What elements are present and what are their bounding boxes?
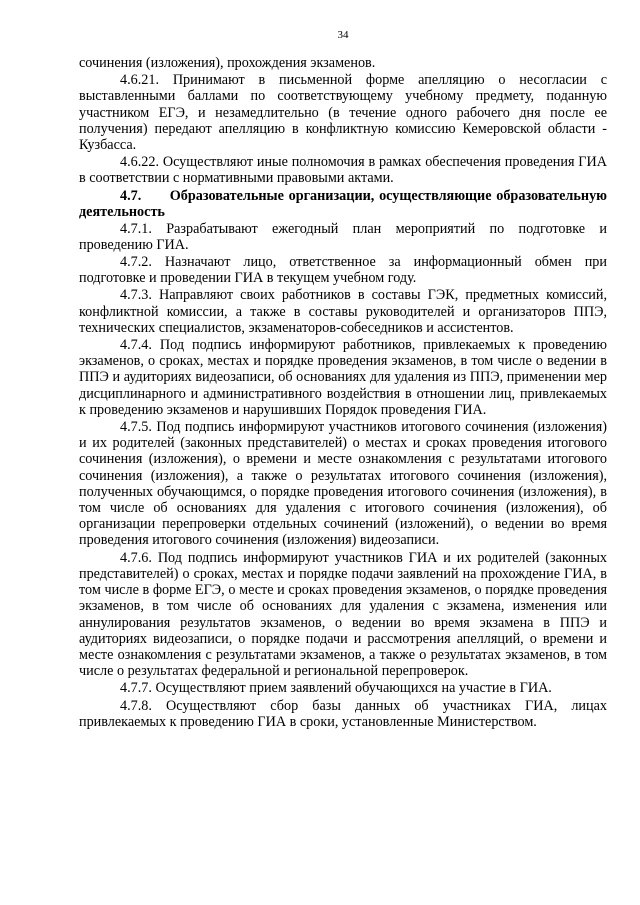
section-heading-text: Образовательные организации, осуществляющие образовательную деятельность bbox=[79, 187, 607, 220]
section-heading-number: 4.7. bbox=[120, 187, 142, 204]
paragraph-4-7-3: 4.7.3. Направляют своих работников в составы ГЭК, предметных комиссий, конфликтной комиссии, а также в составы руководителей и организаторов ППЭ, технических специалистов, экзаменаторов-собеседников и ассистентов. bbox=[79, 287, 607, 336]
paragraph-4-6-21: 4.6.21. Принимают в письменной форме апелляцию о несогласии с выставленными баллами по соответствующему учебному предмету, поданную участником ЕГЭ, и незамедлительно (в течение одного рабочего дня после ее получения) передают апелляцию в конфликтную комиссию Кемеровской области - Кузбасса. bbox=[79, 72, 607, 154]
section-heading-4-7 bbox=[79, 188, 607, 220]
paragraph-4-6-22: 4.6.22. Осуществляют иные полномочия в рамках обеспечения проведения ГИА в соответствии с нормативными правовыми актами. bbox=[79, 154, 607, 187]
paragraph-4-7-2: 4.7.2. Назначают лицо, ответственное за информационный обмен при подготовке и проведении ГИА в текущем учебном году. bbox=[79, 254, 607, 287]
paragraph-continuation: сочинения (изложения), прохождения экзаменов. bbox=[79, 55, 376, 71]
paragraph-4-7-6: 4.7.6. Под подпись информируют участников ГИА и их родителей (законных представителей) о сроках, местах и порядке подачи заявлений на прохождение ГИА, в том числе в форме ЕГЭ, о месте и сроках проведения экзаменов, о порядке проведения экзаменов, в том числе об основаниях для удаления с экзамена, изменения или аннулирования результатов экзаменов, о ведении во время экзамена в ППЭ и аудиториях видеозаписи, о порядке подачи и рассмотрения апелляций, о времени и месте ознакомления с результатами экзаменов, а также о результатах экзаменов, в том числе о результатах федеральной и региональной перепроверок. bbox=[79, 549, 607, 680]
paragraph-4-7-8: 4.7.8. Осуществляют сбор базы данных об участниках ГИА, лицах привлекаемых к проведению ГИА в сроки, установленные Министерством. bbox=[79, 697, 607, 730]
paragraph-4-7-4: 4.7.4. Под подпись информируют работников, привлекаемых к проведению экзаменов, о сроках, местах и порядке проведения экзаменов, в том числе о ведении в ППЭ и аудиториях видеозаписи, об основаниях для удаления из ППЭ, применении мер дисциплинарного и административного воздействия в отношении лиц, привлекаемых к проведению экзаменов и нарушивших Порядок проведения ГИА. bbox=[79, 337, 607, 418]
paragraph-4-7-1: 4.7.1. Разрабатывают ежегодный план мероприятий по подготовке и проведению ГИА. bbox=[79, 220, 607, 253]
page-number: 34 bbox=[337, 29, 349, 41]
paragraph-4-7-5: 4.7.5. Под подпись информируют участников итогового сочинения (изложения) и их родителей (законных представителей) о местах и сроках проведения итогового сочинения (изложения), о времени и месте ознакомления с результатами итогового сочинения (изложения), а также о результатах итогового сочинения (изложения), полученных обучающимся, о порядке проведения итогового сочинения (изложения), в том числе об основаниях для удаления с итогового сочинения (изложения), об организации перепроверки отдельных сочинений (изложений), о ведении во время проведения итогового сочинения (изложения) видеозаписи. bbox=[79, 419, 607, 549]
paragraph-4-7-7: 4.7.7. Осуществляют прием заявлений обучающихся на участие в ГИА. bbox=[120, 680, 552, 697]
document-page bbox=[79, 0, 607, 731]
